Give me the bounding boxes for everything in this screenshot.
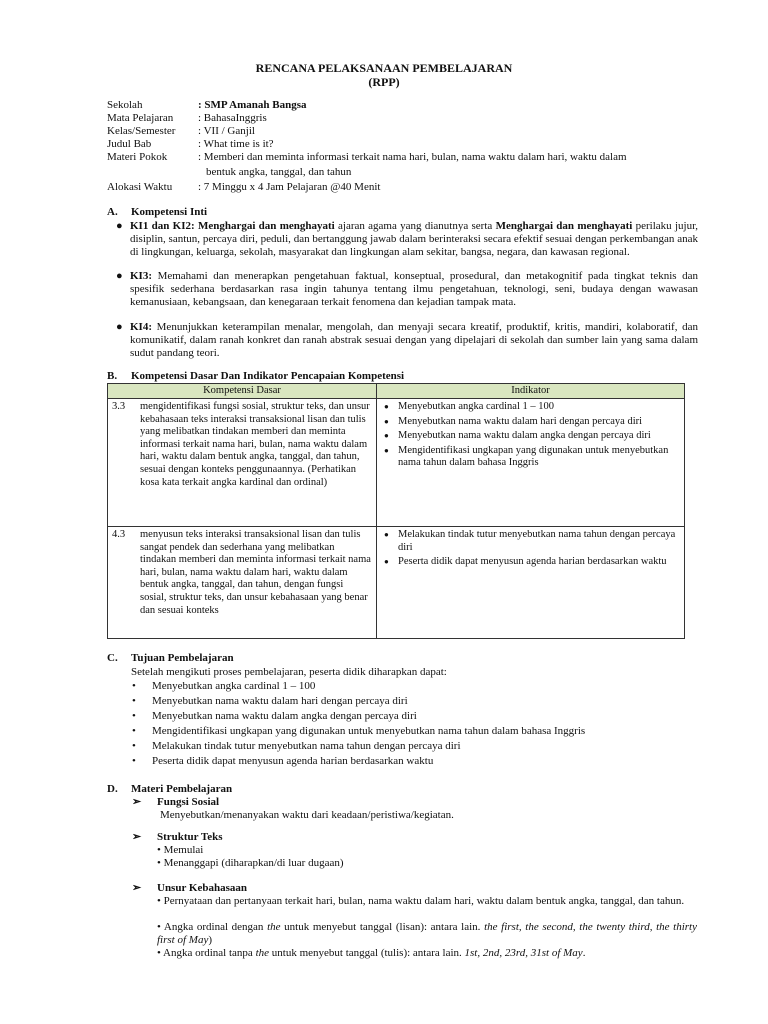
bullet-icon: •: [132, 755, 136, 767]
kd-number: 4.3: [108, 527, 137, 639]
indicator-item: ● Menyebutkan angka cardinal 1 – 100: [398, 401, 680, 414]
indicator-item: ● Menyebutkan nama waktu dalam hari dengan percaya diri: [398, 416, 680, 429]
indicator-cell: [377, 527, 685, 639]
fungsi-text: Menyebutkan/menanyakan waktu dari keadaan/peristiwa/kegiatan.: [160, 809, 454, 821]
section-c-heading: [107, 652, 234, 665]
objective-item: [132, 695, 408, 708]
unsur-item: • Pernyataan dan pertanyaan terkait hari, bulan, nama waktu dalam hari, waktu dalam bentuk angka, tanggal, dan tahun.: [157, 895, 685, 907]
ki-code: KI1 dan KI2:: [130, 220, 195, 232]
ki-code: KI3:: [130, 270, 152, 282]
unsur-example: the first, the second, the twenty third, the thirty first of May: [157, 921, 697, 946]
identity-label: Mata Pelajaran: [107, 112, 174, 124]
identity-value-continued: bentuk angka, tanggal, dan tahun: [206, 166, 352, 178]
indicator-list: [381, 401, 680, 470]
kd-text: mengidentifikasi fungsi sosial, struktur teks, dan unsur kebahasaan teks interaksi transaksional lisan dan tulis yang melibatkan tindakan memberi dan meminta informasi terkait nama hari, bulan, nama waktu dalam hari, waktu dalam bentuk angka, tanggal, dan tahun, sesuai dengan konteks penggunaannya. (Perhatikan kosa kata terkait angka kardinal dan ordinal): [136, 399, 377, 527]
bullet-icon: •: [132, 680, 136, 692]
bullet-icon: •: [132, 695, 136, 707]
arrow-bullet-icon: ➢: [132, 831, 142, 843]
objective-text: Menyebutkan nama waktu dalam hari dengan percaya diri: [152, 695, 408, 707]
identity-label: Kelas/Semester: [107, 125, 176, 137]
column-header-indikator: Indikator: [377, 384, 685, 399]
section-letter: A.: [107, 206, 118, 218]
identity-value: : 7 Minggu x 4 Jam Pelajaran @40 Menit: [198, 181, 381, 193]
indicator-item: ● Menyebutkan nama waktu dalam angka dengan percaya diri: [398, 430, 680, 443]
unsur-text: untuk menyebut tanggal (tulis): antara lain.: [269, 947, 465, 959]
section-a-heading: [107, 206, 207, 219]
identity-label: Materi Pokok: [107, 151, 168, 163]
section-title: Kompetensi Inti: [131, 206, 208, 218]
bullet-icon: •: [132, 725, 136, 737]
indicator-item: ● Mengidentifikasi ungkapan yang digunakan untuk menyebutkan nama tahun dalam bahasa Inggris: [398, 445, 680, 470]
bullet-icon: •: [132, 710, 136, 722]
bullet-icon: ●: [116, 270, 123, 282]
column-header-kd: Kompetensi Dasar: [108, 384, 377, 399]
kd-text: menyusun teks interaksi transaksional lisan dan tulis sangat pendek dan sederhana yang melibatkan tindakan memberi dan meminta informasi terkait nama hari, bulan, nama waktu dalam hari, waktu dalam bentuk angka, tanggal, dan tahun, dengan fungsi sosial, struktur teks, dan unsur kebahasaan yang benar dan sesuai konteks: [136, 527, 377, 639]
ki-text: Menunjukkan keterampilan menalar, mengolah, dan menyaji secara kreatif, produktif, kritis, mandiri, kolaboratif, dan komunikatif, dalam ranah konkret dan ranah abstrak sesuai dengan yang dipelajari di sekolah dan sumber lain yang sama dalam sudut pandang teori.: [130, 321, 698, 359]
unsur-text: untuk menyebut tanggal (lisan): antara lain.: [280, 921, 485, 933]
ki-emphasis: Menghargai dan menghayati: [495, 220, 633, 232]
unsur-item: [157, 947, 697, 960]
table-row: [108, 399, 685, 527]
kd-number: 3.3: [108, 399, 137, 527]
ki-item: [116, 321, 698, 360]
subheading-struktur: Struktur Teks: [157, 831, 223, 843]
bullet-icon: ●: [116, 321, 123, 333]
section-letter: D.: [107, 783, 118, 795]
table-row: [108, 527, 685, 639]
objective-text: Peserta didik dapat menyusun agenda harian berdasarkan waktu: [152, 755, 434, 767]
section-title: Kompetensi Dasar Dan Indikator Pencapaian Kompetensi: [131, 370, 405, 382]
objective-item: [132, 725, 586, 738]
identity-value: : SMP Amanah Bangsa: [198, 99, 307, 111]
section-d-heading: [107, 783, 232, 796]
document-subtitle: (RPP): [368, 75, 400, 89]
identity-value: : Memberi dan meminta informasi terkait nama hari, bulan, nama waktu dalam hari, waktu dalam: [198, 151, 627, 163]
bullet-icon: ●: [116, 220, 123, 232]
objective-text: Menyebutkan angka cardinal 1 – 100: [152, 680, 316, 692]
identity-value: : What time is it?: [198, 138, 274, 150]
objective-item: [132, 755, 434, 768]
section-title: Tujuan Pembelajaran: [131, 652, 234, 664]
unsur-italic: the: [267, 921, 281, 933]
subheading-unsur: Unsur Kebahasaan: [157, 882, 247, 894]
ki-text: Memahami dan menerapkan pengetahuan faktual, konseptual, prosedural, dan metakognitif pada tingkat teknis dan spesifik sederhana berdasarkan rasa ingin tahunya tentang ilmu pengetahuan, teknologi, seni, budaya dengan wawasan kemanusiaan, kebangsaan, dan kenegaraan terkait fenomena dan kejadian tampak mata.: [130, 270, 698, 308]
objective-item: [132, 680, 316, 693]
subheading-fungsi: Fungsi Sosial: [157, 796, 220, 808]
identity-value: : BahasaInggris: [198, 112, 267, 124]
unsur-item: [157, 921, 697, 947]
document-title: RENCANA PELAKSANAAN PEMBELAJARAN: [255, 61, 513, 75]
ki-text: perilaku jujur, disiplin, santun, percaya diri, peduli, dan bertanggung jawab dalam berinteraksi secara efektif sesuai dengan perkembangan anak di lingkungan, keluarga, sekolah, masyarakat dan lingkungan alam sekitar, bangsa, negara, dan kawasan regional.: [130, 220, 699, 258]
section-title: Materi Pembelajaran: [131, 783, 233, 795]
struktur-item: • Memulai: [157, 844, 204, 856]
unsur-text: ): [208, 934, 213, 946]
unsur-text: .: [582, 947, 586, 959]
arrow-bullet-icon: ➢: [132, 882, 142, 894]
indicator-list: [381, 529, 680, 569]
competency-table: [107, 383, 685, 639]
ki-text: ajaran agama yang dianutnya serta: [338, 220, 493, 232]
section-c-intro: Setelah mengikuti proses pembelajaran, peserta didik diharapkan dapat:: [131, 666, 447, 678]
objective-text: Mengidentifikasi ungkapan yang digunakan untuk menyebutkan nama tahun dalam bahasa Inggris: [152, 725, 586, 737]
indicator-item: ● Melakukan tindak tutur menyebutkan nama tahun dengan percaya diri: [398, 529, 680, 554]
ki-emphasis: Menghargai dan menghayati: [197, 220, 335, 232]
indicator-cell: [377, 399, 685, 527]
indicator-item: ● Peserta didik dapat menyusun agenda harian berdasarkan waktu: [398, 556, 680, 569]
objective-item: [132, 710, 417, 723]
table-header-row: [108, 384, 685, 399]
arrow-bullet-icon: ➢: [132, 796, 142, 808]
ki-code: KI4:: [130, 321, 152, 333]
section-letter: C.: [107, 652, 118, 664]
identity-label: Alokasi Waktu: [107, 181, 173, 193]
ki-item: [116, 220, 699, 259]
objective-text: Melakukan tindak tutur menyebutkan nama tahun dengan percaya diri: [152, 740, 461, 752]
section-letter: B.: [107, 370, 118, 382]
objective-item: [132, 740, 461, 753]
bullet-icon: •: [132, 740, 136, 752]
unsur-text: • Angka ordinal tanpa: [157, 947, 256, 959]
identity-label: Sekolah: [107, 99, 143, 111]
unsur-text: • Angka ordinal dengan: [157, 921, 268, 933]
ki-item: [116, 270, 698, 309]
objective-text: Menyebutkan nama waktu dalam angka dengan percaya diri: [152, 710, 417, 722]
unsur-italic: the: [255, 947, 270, 959]
unsur-example: 1st, 2nd, 23rd, 31st of May: [464, 947, 583, 959]
identity-value: : VII / Ganjil: [198, 125, 255, 137]
struktur-item: • Menanggapi (diharapkan/di luar dugaan): [157, 857, 344, 869]
section-b-heading: [107, 370, 404, 383]
identity-label: Judul Bab: [107, 138, 152, 150]
